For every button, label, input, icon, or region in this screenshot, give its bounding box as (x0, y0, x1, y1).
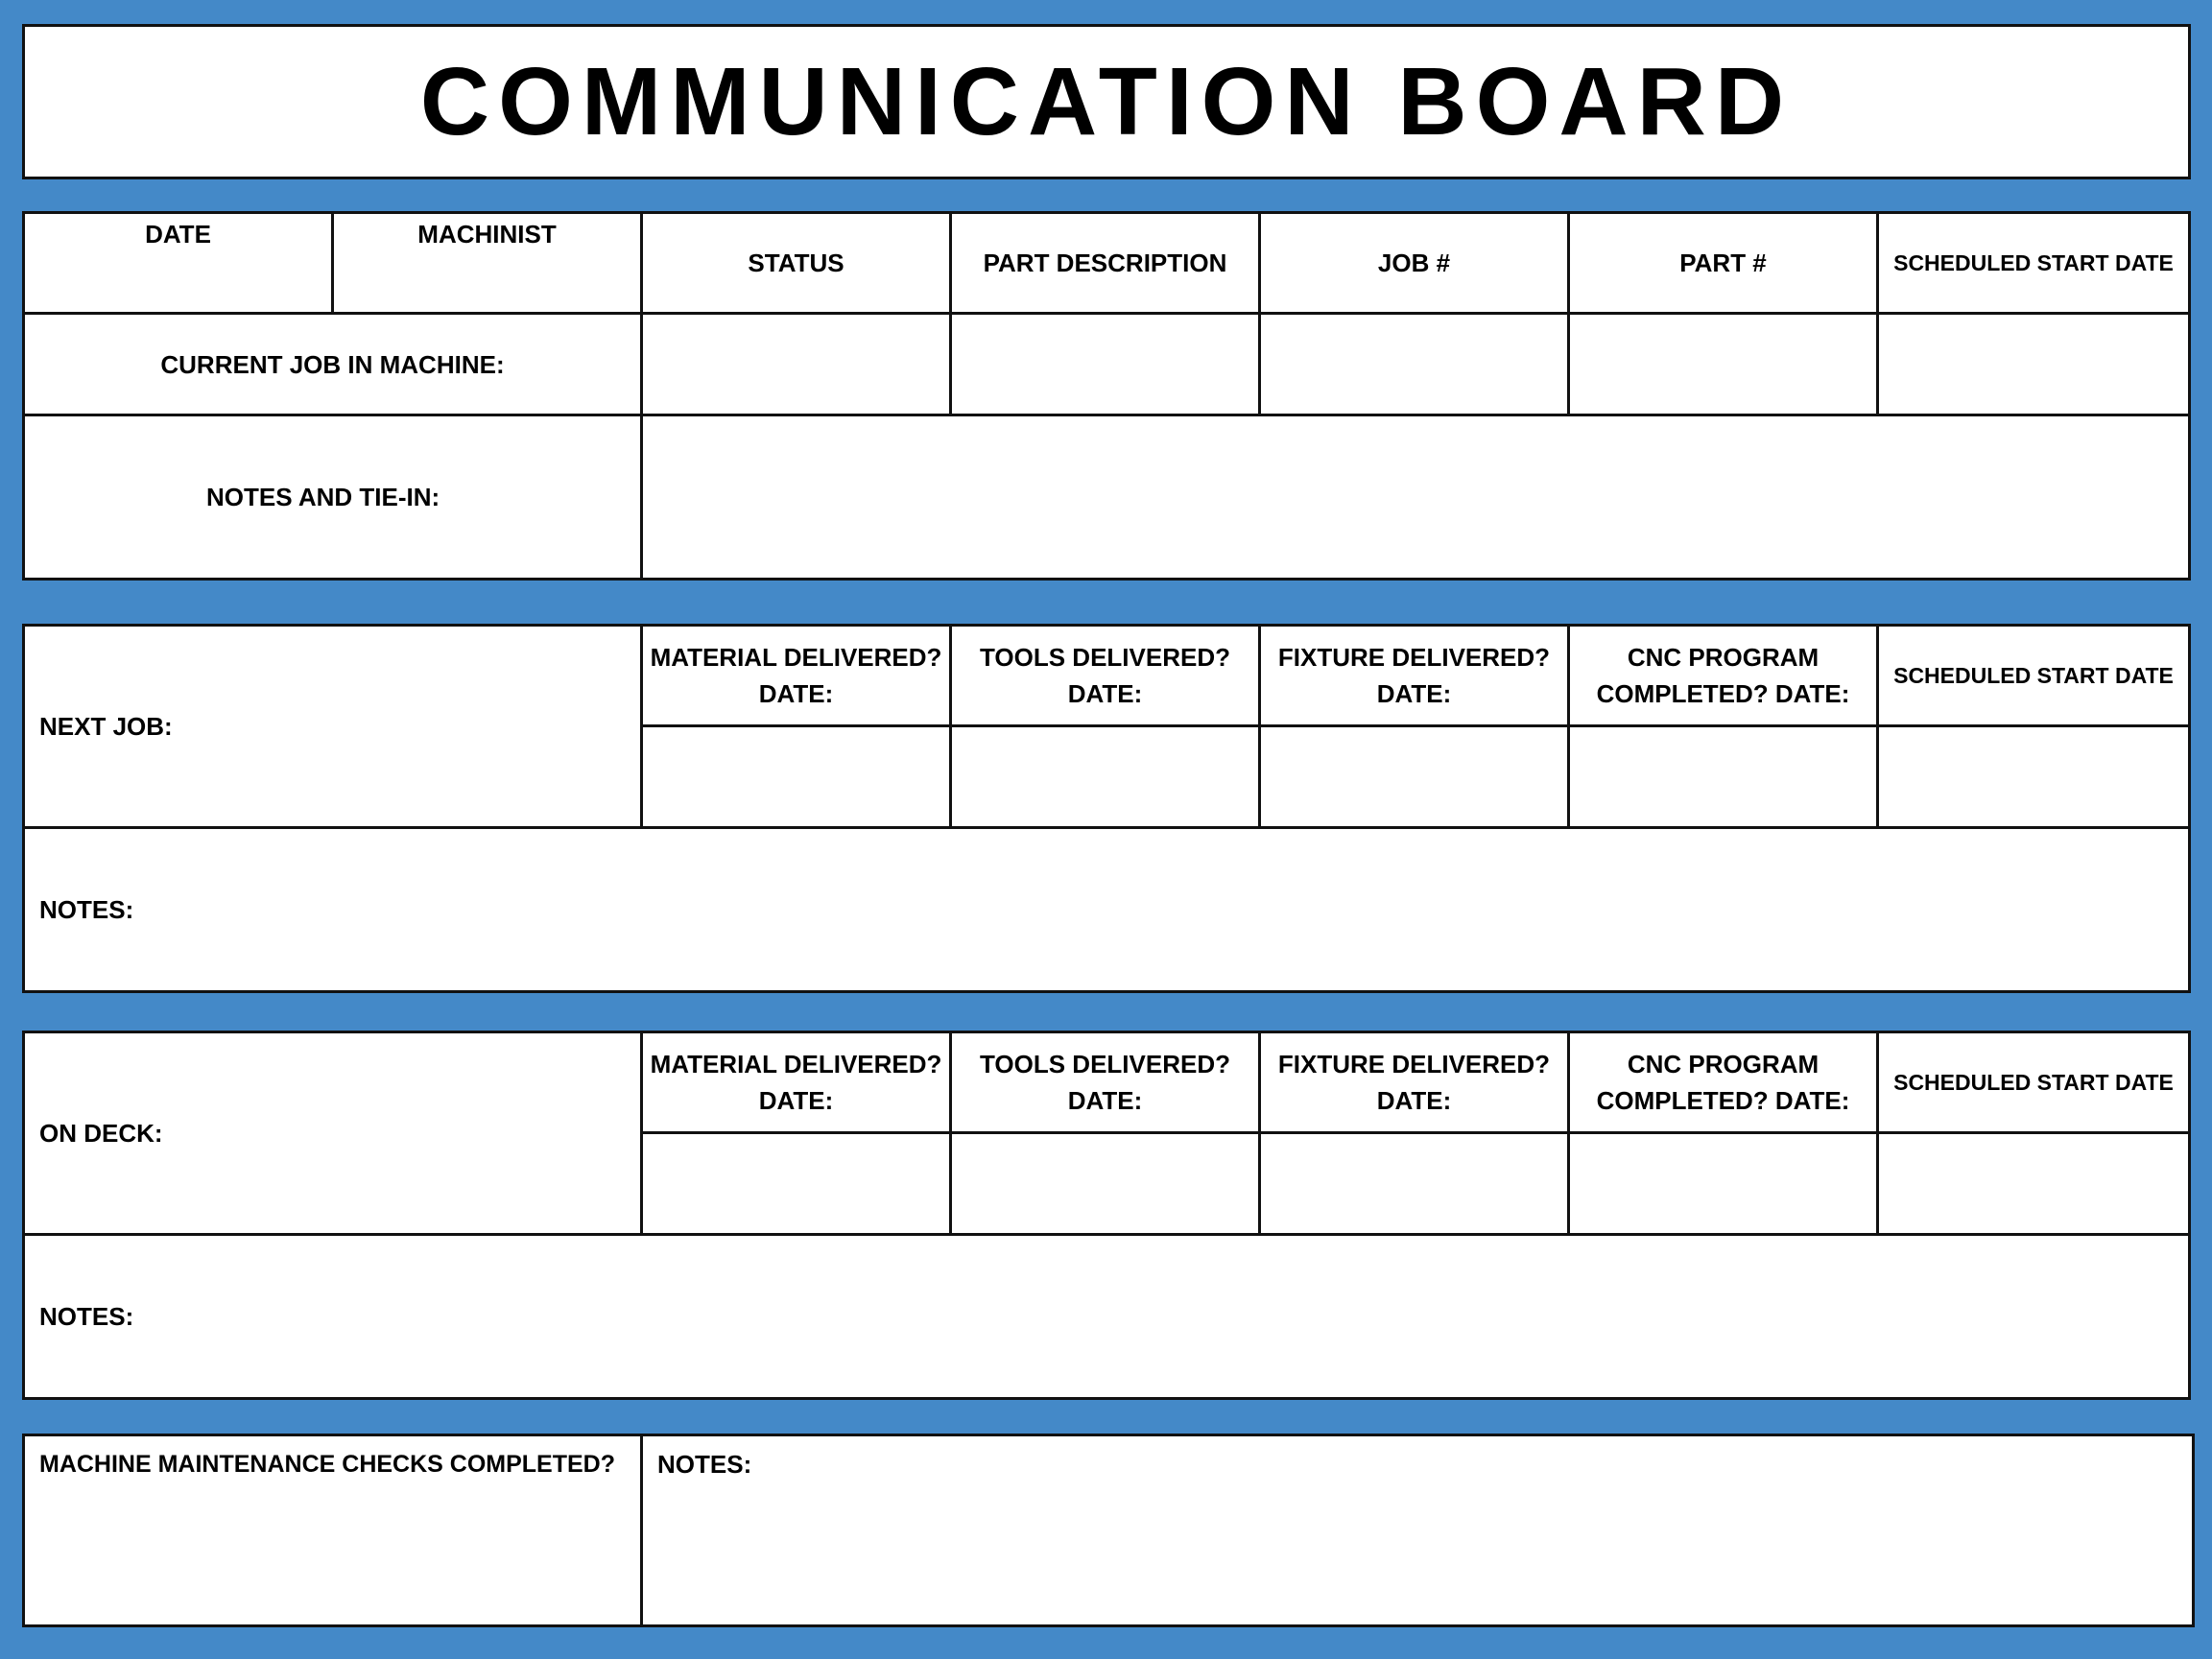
header-machinist: MACHINIST (334, 214, 643, 315)
maintenance-checks-field[interactable] (25, 1436, 643, 1624)
material-delivered-field[interactable] (643, 727, 952, 829)
header-scheduled-start-date: SCHEDULED START DATE (1879, 1033, 2188, 1134)
header-material-delivered: MATERIAL DELIVERED? DATE: (643, 627, 952, 727)
header-cnc-program-completed: CNC PROGRAM COMPLETED? DATE: (1570, 627, 1879, 727)
notes-tie-in-field[interactable] (643, 416, 2188, 578)
fixture-delivered-field[interactable] (1261, 727, 1570, 829)
scheduled-start-date-field[interactable] (1879, 315, 2188, 416)
header-cnc-program-completed: CNC PROGRAM COMPLETED? DATE: (1570, 1033, 1879, 1134)
header-material-delivered: MATERIAL DELIVERED? DATE: (643, 1033, 952, 1134)
cnc-program-completed-field[interactable] (1570, 1134, 1879, 1236)
on-deck-section (22, 1031, 2191, 1400)
page-title: COMMUNICATION BOARD (419, 47, 1794, 155)
maintenance-section (22, 1434, 2195, 1627)
header-part-description: PART DESCRIPTION (952, 214, 1261, 315)
next-job-notes[interactable] (25, 829, 2188, 990)
header-job-number: JOB # (1261, 214, 1570, 315)
on-deck-notes[interactable] (25, 1236, 2188, 1397)
notes-label: NOTES: (657, 1450, 752, 1479)
header-fixture-delivered: FIXTURE DELIVERED? DATE: (1261, 1033, 1570, 1134)
material-delivered-field[interactable] (643, 1134, 952, 1236)
maintenance-notes-field[interactable] (643, 1436, 2192, 1624)
cnc-program-completed-field[interactable] (1570, 727, 1879, 829)
header-scheduled-start-date: SCHEDULED START DATE (1879, 627, 2188, 727)
tools-delivered-field[interactable] (952, 727, 1261, 829)
notes-label: NOTES: (39, 895, 134, 924)
header-status: STATUS (643, 214, 952, 315)
part-number-field[interactable] (1570, 315, 1879, 416)
notes-tie-in-label: NOTES AND TIE-IN: (25, 416, 643, 578)
header-fixture-delivered: FIXTURE DELIVERED? DATE: (1261, 627, 1570, 727)
next-job-section (22, 624, 2191, 993)
current-job-label: CURRENT JOB IN MACHINE: (25, 315, 643, 416)
on-deck-label: ON DECK: (25, 1033, 643, 1236)
header-date: DATE (25, 214, 334, 315)
header-part-number: PART # (1570, 214, 1879, 315)
header-tools-delivered: TOOLS DELIVERED? DATE: (952, 1033, 1261, 1134)
header-scheduled-start-date: SCHEDULED START DATE (1879, 214, 2188, 315)
title-panel (22, 24, 2191, 179)
maintenance-checks-label: MACHINE MAINTENANCE CHECKS COMPLETED? (39, 1451, 615, 1478)
job-number-field[interactable] (1261, 315, 1570, 416)
current-job-section (22, 211, 2191, 581)
next-job-label: NEXT JOB: (25, 627, 643, 829)
scheduled-start-date-field[interactable] (1879, 1134, 2188, 1236)
scheduled-start-date-field[interactable] (1879, 727, 2188, 829)
notes-label: NOTES: (39, 1302, 134, 1331)
status-field[interactable] (643, 315, 952, 416)
tools-delivered-field[interactable] (952, 1134, 1261, 1236)
header-tools-delivered: TOOLS DELIVERED? DATE: (952, 627, 1261, 727)
part-description-field[interactable] (952, 315, 1261, 416)
fixture-delivered-field[interactable] (1261, 1134, 1570, 1236)
